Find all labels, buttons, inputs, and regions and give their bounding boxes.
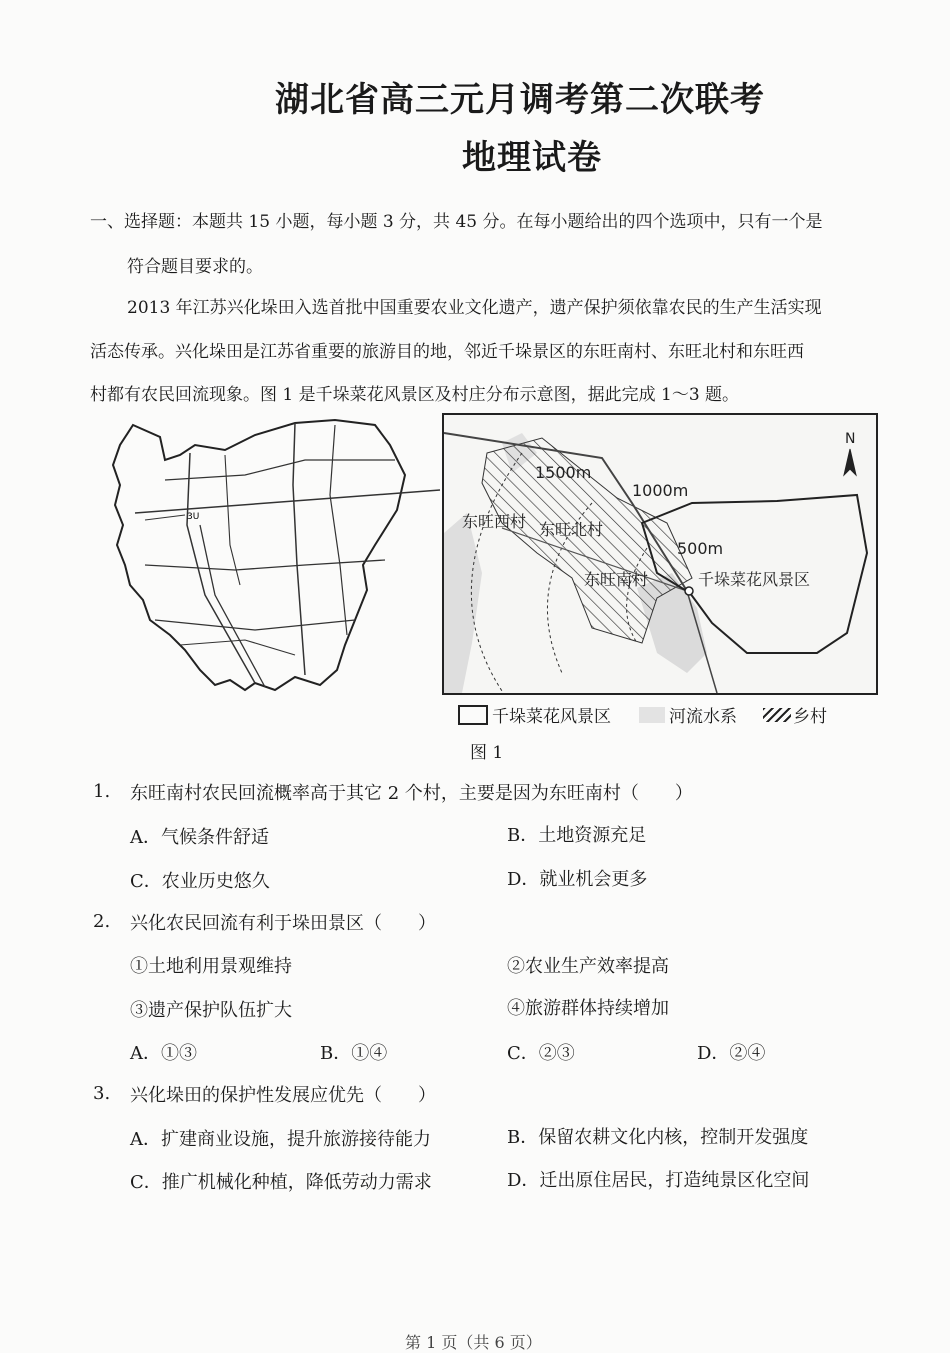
passage-line: 2013 年江苏兴化垛田入选首批中国重要农业文化遗产，遗产保护须依靠农民的生产生活实现 (127, 298, 822, 318)
option-d[interactable]: D．②④ (697, 1043, 766, 1064)
option-d[interactable]: D．迁出原住居民，打造纯景区化空间 (507, 1170, 810, 1191)
passage-line: 活态传承。兴化垛田是江苏省重要的旅游目的地，邻近千垛景区的东旺南村、东旺北村和东旺西 (90, 342, 804, 362)
option-b[interactable]: B．土地资源充足 (507, 825, 647, 846)
statement-item: ①土地利用景观维持 (130, 956, 292, 977)
distance-label-1500: 1500m (535, 463, 592, 482)
question-stem: 兴化垛田的保护性发展应优先（ ） (130, 1085, 436, 1106)
figure-caption: 图 1 (470, 743, 504, 763)
legend-river-label: 河流水系 (669, 707, 737, 727)
page-footer: 第 1 页（共 6 页） (405, 1333, 542, 1352)
legend (458, 702, 827, 727)
option-c[interactable]: C．农业历史悠久 (130, 871, 270, 892)
scenic-center-marker (685, 587, 693, 595)
legend-village-label: 乡村 (793, 707, 827, 727)
option-d[interactable]: D．就业机会更多 (507, 869, 648, 890)
page-subtitle: 地理试卷 (462, 138, 602, 178)
question-number: 3. (93, 1083, 111, 1104)
question-number: 2. (93, 911, 111, 932)
question-stem: 兴化农民回流有利于垛田景区（ ） (130, 913, 436, 934)
option-c[interactable]: C．推广机械化种植，降低劳动力需求 (130, 1172, 432, 1193)
passage-line: 村都有农民回流现象。图 1 是千垛菜花风景区及村庄分布示意图，据此完成 1～3 题。 (90, 385, 740, 405)
question-number: 1. (93, 781, 111, 802)
option-b[interactable]: B．保留农耕文化内核，控制开发强度 (507, 1127, 809, 1148)
legend-village-swatch (763, 708, 791, 722)
village-label-north: 东旺北村 (539, 520, 604, 539)
overview-map (105, 415, 445, 700)
question-stem: 东旺南村农民回流概率高于其它 2 个村，主要是因为东旺南村（ ） (130, 783, 693, 804)
inset-label: 3U (187, 512, 200, 522)
distance-label-500: 500m (677, 539, 724, 558)
section-instruction: 一、选择题：本题共 15 小题，每小题 3 分，共 45 分。在每小题给出的四个选项中，只有一个是 (90, 212, 823, 232)
section-instruction-cont: 符合题目要求的。 (127, 257, 263, 277)
village-label-south: 东旺南村 (584, 570, 649, 589)
scenic-area-label: 千垛菜花风景区 (698, 570, 811, 589)
statement-item: ②农业生产效率提高 (507, 956, 669, 977)
option-a[interactable]: A．①③ (130, 1043, 197, 1064)
distance-label-1000: 1000m (632, 481, 689, 500)
statement-item: ④旅游群体持续增加 (507, 998, 669, 1019)
north-label: N (845, 431, 856, 447)
option-a[interactable]: A．气候条件舒适 (130, 827, 269, 848)
legend-river-swatch (639, 707, 665, 723)
option-b[interactable]: B．①④ (320, 1043, 388, 1064)
option-c[interactable]: C．②③ (507, 1043, 575, 1064)
legend-scenic-label: 千垛菜花风景区 (492, 707, 611, 727)
option-a[interactable]: A．扩建商业设施，提升旅游接待能力 (130, 1129, 431, 1150)
village-label-west: 东旺西村 (462, 512, 527, 531)
legend-scenic-swatch (458, 705, 488, 725)
page-title: 湖北省高三元月调考第二次联考 (275, 80, 765, 120)
detail-map (442, 413, 878, 695)
statement-item: ③遗产保护队伍扩大 (130, 1000, 292, 1021)
